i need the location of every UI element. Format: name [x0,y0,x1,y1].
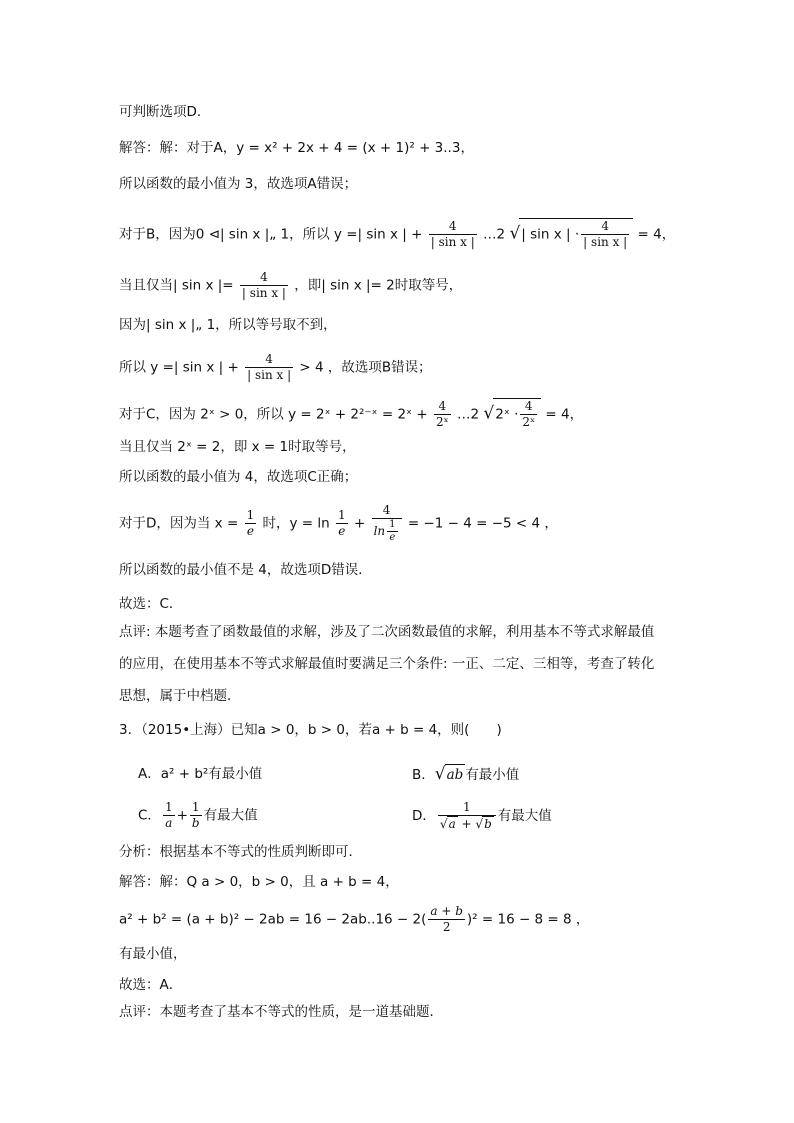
option-label: B． [412,767,435,783]
denominator: 2ˣ [522,415,536,429]
radicand: b [484,817,492,831]
radicand: ab [445,764,466,785]
numerator: 4 [434,399,451,415]
numerator: 4 [429,219,477,235]
plus-sign: + [461,817,472,831]
fraction [372,503,402,544]
numerator: 4 [245,352,293,368]
numerator: 1 [246,508,255,522]
line-text: …2 [483,226,506,243]
text-line [119,904,589,935]
option-label: C． [138,807,161,824]
text-line: 的应用，在使用基本不等式求解最值时要满足三个条件: 一正、二定、三相等，考查了转化 [119,656,655,672]
denominator: e [246,524,254,538]
line-text: …2 [456,406,480,423]
text-line [119,398,583,430]
option-label: D． [412,808,436,824]
text-line: 解答：解：Q a > 0，b > 0，且 a + b = 4， [119,874,399,890]
text-line: 所以函数的最小值不是 4，故选项D错误． [119,562,372,578]
denominator: | sin x | [583,235,628,249]
text-line [119,503,558,544]
option-text: 有最大值 [497,808,552,824]
numerator: 4 [581,219,629,235]
denominator: | sin x | [430,235,475,249]
text-line: 点评：本题考查了基本不等式的性质，是一道基础题． [119,1004,443,1020]
line-text: 对于C，因为 2ˣ > 0，所以 y = 2ˣ + 2²⁻ˣ = 2ˣ + [119,406,428,423]
sqrt-sign: √ [434,764,446,784]
option-text: 有最大值 [203,807,258,824]
fraction [245,508,257,539]
line-text: ，即| sin x |= 2时取等号， [294,277,463,294]
line-text: = −1 − 4 = −5 < 4 ， [407,515,558,532]
fraction [434,399,451,430]
text-line: 故选：C． [119,596,183,612]
option-text: 有最小值 [465,767,520,783]
fraction [163,800,175,831]
numerator: 1 [438,800,496,816]
denominator: | sin x | [241,286,286,300]
numerator: 1 [164,800,173,814]
denominator: a [165,816,173,830]
denominator [372,519,402,544]
line-text: a² + b² = (a + b)² − 2ab = 16 − 2ab..16 − 2( [119,911,427,928]
numerator: 4 [372,503,402,519]
line-text: )² = 16 − 8 = 8 ， [466,911,590,928]
ln-text: ln [373,524,386,538]
text-line: 因为| sin x |„ 1，所以等号取不到， [119,317,337,333]
fraction [438,800,496,832]
line-text: = 4， [637,226,676,243]
option-d [412,800,552,832]
line-text: 当且仅当| sin x |= [119,277,234,294]
denominator: e [389,532,396,543]
denominator: | sin x | [247,368,292,382]
text-line: 所以函数的最小值为 4，故选项C正确； [119,469,358,485]
line-text: 时，y = ln [262,515,330,532]
fraction [387,519,397,544]
numerator: a + b [430,904,463,918]
denominator: √a + √b [439,817,492,831]
radicand [493,398,541,430]
denominator: b [191,816,200,830]
line-text: 对于D，因为当 x = [119,515,239,532]
fraction [336,508,348,539]
text-line: 有最小值， [119,946,187,962]
denominator: 2ˣ [435,415,449,429]
text-line: 可判断选项D． [119,104,211,120]
numerator: 1 [389,519,396,530]
fraction [428,904,465,935]
question-title: 3．（2015•上海）已知a > 0，b > 0，若a + b = 4，则( ) [119,722,502,738]
fraction [581,219,629,250]
numerator: 1 [338,508,346,522]
fraction [429,219,477,250]
line-text: 对于B，因为0 ⊲| sin x |„ 1，所以 y =| sin x | + [119,226,423,243]
text-line: 当且仅当 2ˣ = 2，即 x = 1时取等号， [119,439,356,455]
radicand-text: 2ˣ · [495,406,519,423]
line-text: 所以 y =| sin x | + [119,359,239,376]
numerator: 4 [240,270,288,286]
text-line: 点评: 本题考查了函数最值的求解，涉及了二次函数最值的求解，利用基本不等式求解最值 [119,624,655,640]
text-line [119,270,462,301]
option-b [412,764,519,785]
radicand: a [448,817,456,831]
line-text: = 4， [545,406,584,423]
text-line: 解答：解：对于A，y = x² + 2x + 4 = (x + 1)² + 3..3， [119,140,474,156]
text-line: 故选：A． [119,977,183,993]
text-line: 所以函数的最小值为 3，故选项A错误； [119,176,358,192]
text-line: 分析：根据基本不等式的性质判断即可． [119,844,362,860]
sqrt-sign: √ [483,403,495,424]
line-text: > 4 ，故选项B错误； [299,359,432,376]
text-line [119,218,675,250]
fraction [190,800,202,831]
denominator: e [338,524,346,538]
line-text: + [353,515,366,532]
numerator: 4 [520,399,537,415]
fraction [240,270,288,301]
fraction [245,352,293,383]
fraction [520,399,537,430]
radicand [519,218,633,250]
sqrt-sign: √ [509,223,521,244]
text-line [119,352,432,383]
radicand-text: | sin x | · [521,226,580,243]
numerator: 1 [190,800,202,816]
text-line: 思想，属于中档题． [119,688,241,704]
option-c: C． $\frac{1}{a}$ + $\frac{1}{b}$ 有最大值 [138,800,258,830]
denominator: 2 [442,920,451,934]
option-a: A．a² + b²有最小值 [138,766,263,782]
